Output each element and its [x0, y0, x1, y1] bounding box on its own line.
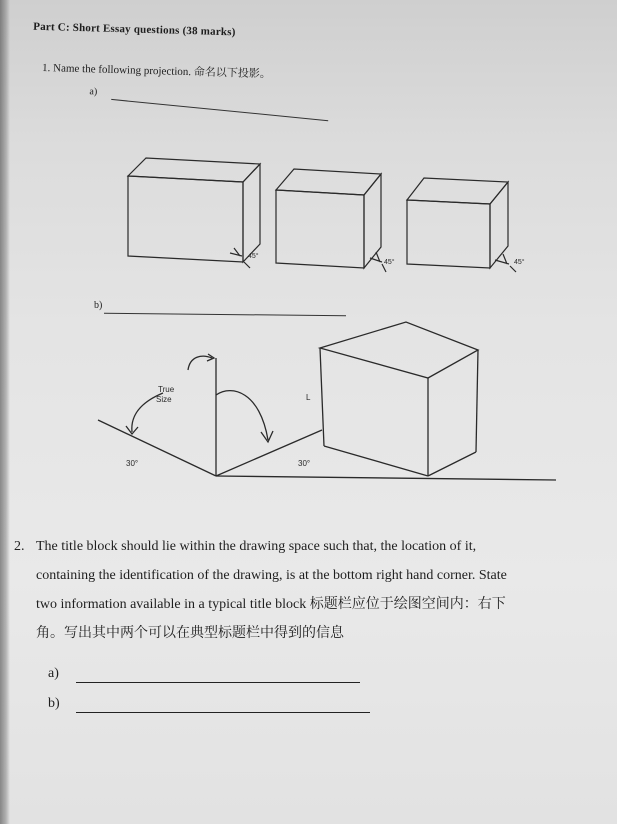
answer-line-2a[interactable] [76, 682, 360, 683]
true-size-label-line1: True [158, 385, 175, 394]
cube-3-angle-label: 45° [514, 259, 525, 266]
question-1-number: 1. [41, 61, 51, 75]
question-2-line-1: The title block should lie within the drawing space such that, the location of it, [36, 539, 477, 554]
answer-line-2b[interactable] [76, 712, 370, 713]
question-2-text [36, 532, 616, 648]
question-1-prompt: Name the following projection. 命名以下投影。 [52, 62, 272, 81]
question-1b-label: b) [94, 300, 103, 311]
cube-1-drawing [128, 158, 260, 268]
projection-drawings [8, 0, 617, 500]
cube-2-angle-label: 45° [384, 259, 395, 266]
question-2-line-2: containing the identification of the drawing, is at the bottom right hand corner. State [36, 568, 507, 583]
question-2-number: 2. [14, 539, 25, 554]
angle-left-label: 30° [126, 459, 139, 468]
angle-right-label: 30° [298, 459, 311, 468]
question-2-line-3: two information available in a typical title block 标题栏应位于绘图空间内：右下 [36, 597, 506, 612]
exam-sheet [8, 0, 617, 824]
cube-1-angle-label: 45° [248, 253, 259, 260]
question-2b-label: b) [48, 696, 60, 711]
isometric-construction-drawing [98, 354, 556, 480]
cube-3-drawing [407, 178, 516, 272]
question-2-line-4: 角。写出其中两个可以在典型标题栏中得到的信息 [36, 626, 344, 641]
dimension-l-label: L [306, 393, 311, 402]
part-title: Part C: Short Essay questions (38 marks) [33, 20, 236, 39]
question-2a-label: a) [48, 666, 59, 681]
question-1a-label: a) [89, 86, 98, 98]
cube-2-drawing [276, 169, 386, 272]
true-size-label-line2: Size [156, 395, 172, 404]
isometric-cube-drawing [320, 322, 478, 476]
